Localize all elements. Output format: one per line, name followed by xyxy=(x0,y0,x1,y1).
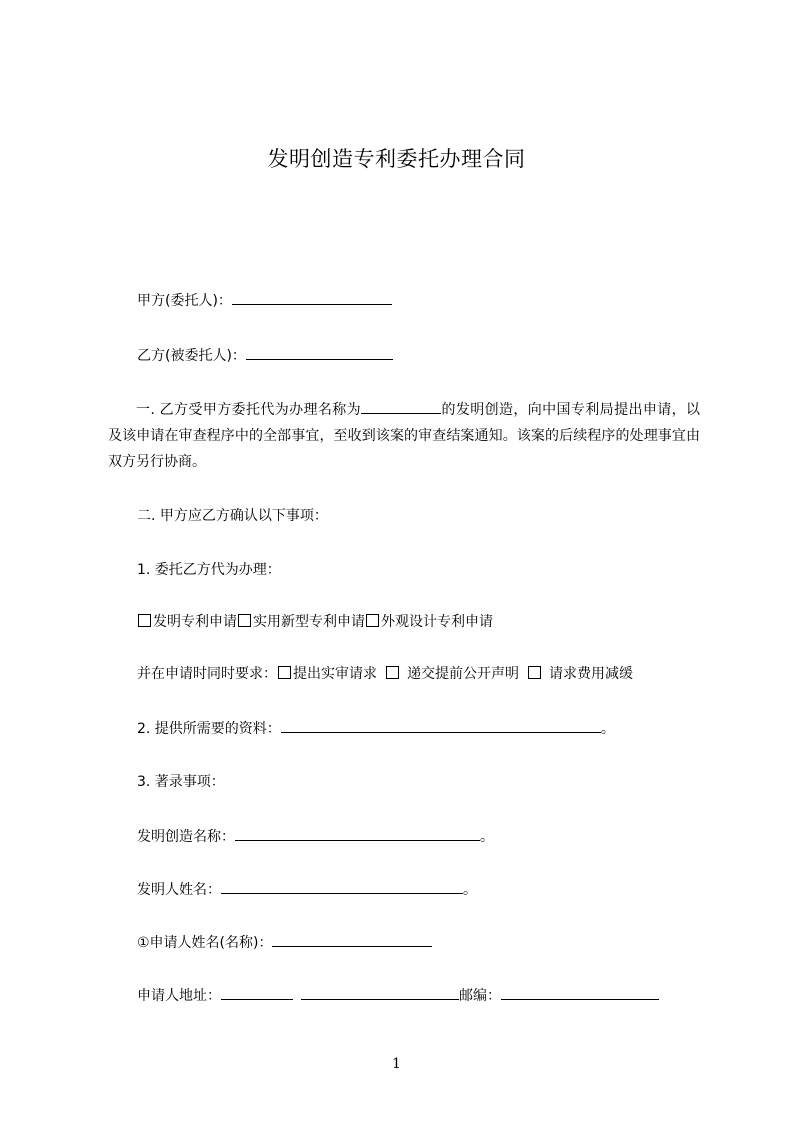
fee-reduction-checkbox[interactable] xyxy=(528,666,541,679)
party-b-blank[interactable] xyxy=(246,345,393,360)
applicant-name-blank[interactable] xyxy=(272,932,432,947)
item-3-label: 3. 著录事项： xyxy=(137,774,225,790)
application-type-label: 发明专利申请 xyxy=(153,614,237,630)
page-number: 1 xyxy=(392,1056,401,1072)
document-title: 发明创造专利委托办理合同 xyxy=(267,147,526,171)
clause-1-prefix: 一. 乙方受甲方委托代为办理名称为 xyxy=(136,402,362,418)
postcode-blank[interactable] xyxy=(501,985,659,1000)
application-type-label: 实用新型专利申请 xyxy=(253,614,365,630)
application-types-line xyxy=(137,612,493,632)
request-option-label: 提出实审请求 xyxy=(293,666,377,682)
request-option-label: 请求费用减缓 xyxy=(549,666,633,682)
request-option-label: 递交提前公开声明 xyxy=(407,666,519,682)
applicant-address-label: 申请人地址： xyxy=(137,988,221,1004)
party-a-blank[interactable] xyxy=(232,290,392,305)
materials-blank[interactable] xyxy=(281,718,601,733)
clause-1-name-blank[interactable] xyxy=(361,399,441,414)
requests-line xyxy=(137,664,633,684)
clause-1-suffix: 的发明创造，向中国专利局提出申请，以及该申请在审查程序中的全部事宜，至收到该案的审查结案通知。该案的后续程序的处理事宜由双方另行协商。 xyxy=(108,402,700,470)
clause-1 xyxy=(108,397,700,475)
requests-label: 并在申请时同时要求： xyxy=(137,666,277,682)
item-2-end: 。 xyxy=(600,721,615,737)
application-type-label: 外观设计专利申请 xyxy=(381,614,493,630)
item-2-label: 2. 提供所需要的资料： xyxy=(137,721,281,737)
applicant-address-blank-1[interactable] xyxy=(221,985,293,1000)
clause-2-heading: 二. 甲方应乙方确认以下事项： xyxy=(137,508,328,524)
applicant-address-blank-2[interactable] xyxy=(301,985,459,1000)
party-b-label: 乙方(被委托人)： xyxy=(137,348,246,364)
party-a-line xyxy=(137,290,392,311)
design-patent-checkbox[interactable] xyxy=(366,614,379,627)
postcode-label: 邮编： xyxy=(459,988,501,1004)
applicant-name-line xyxy=(137,932,432,953)
invention-name-line xyxy=(137,826,494,847)
invention-patent-checkbox[interactable] xyxy=(138,614,151,627)
invention-name-label: 发明创造名称： xyxy=(137,829,235,845)
invention-name-end: 。 xyxy=(480,829,494,845)
invention-name-blank[interactable] xyxy=(235,826,480,841)
party-a-label: 甲方(委托人)： xyxy=(137,293,232,309)
inventor-name-end: 。 xyxy=(463,882,477,898)
utility-model-checkbox[interactable] xyxy=(238,614,251,627)
substantive-exam-checkbox[interactable] xyxy=(278,666,291,679)
inventor-name-line xyxy=(137,879,477,900)
applicant-name-label: ①申请人姓名(名称)： xyxy=(137,935,273,951)
applicant-address-line xyxy=(137,985,659,1006)
party-b-line xyxy=(137,345,393,366)
inventor-name-blank[interactable] xyxy=(221,879,463,894)
item-2-line xyxy=(137,718,615,739)
inventor-name-label: 发明人姓名： xyxy=(137,882,221,898)
early-publication-checkbox[interactable] xyxy=(386,666,399,679)
item-1-label: 1. 委托乙方代为办理： xyxy=(137,562,281,578)
